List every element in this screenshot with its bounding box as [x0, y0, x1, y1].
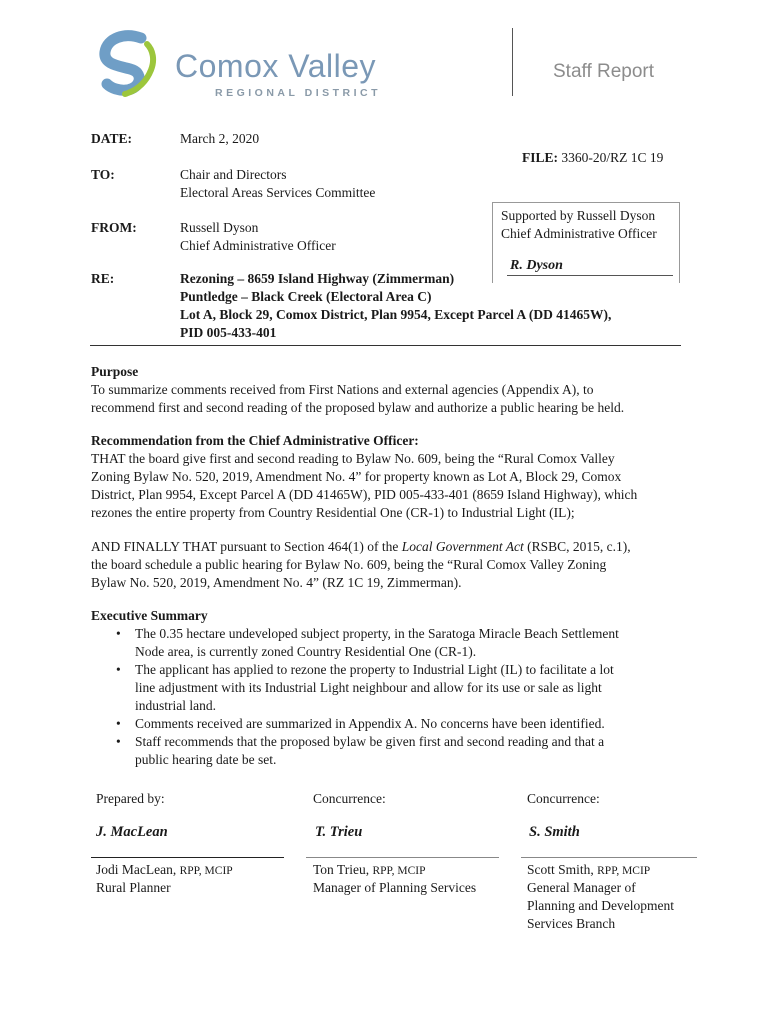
support-signature: R. Dyson: [510, 258, 563, 273]
recommendation-p1-line-3: District, Plan 9954, Except Parcel A (DD 41465W), PID 005-433-401 (8659 Island Highway), which: [91, 487, 638, 502]
sig-name-text: Scott Smith,: [527, 862, 598, 877]
to-label: TO:: [91, 167, 115, 182]
sig-name: [96, 861, 233, 880]
file-value: 3360-20/RZ 1C 19: [561, 150, 664, 165]
sig-title-1: Rural Planner: [96, 880, 171, 895]
sig-title-1: Manager of Planning Services: [313, 880, 477, 895]
sig-credentials: RPP, MCIP: [597, 865, 651, 877]
sig-credentials: RPP, MCIP: [372, 865, 426, 877]
summary-list: [91, 625, 691, 769]
purpose-section: [91, 363, 691, 417]
recommendation-p1-line-1: THAT the board give first and second reading to Bylaw No. 609, being the “Rural Comox Valley: [91, 451, 615, 466]
support-signature-line: [507, 275, 673, 276]
sig-label: Prepared by:: [96, 791, 165, 806]
recommendation-section: [91, 432, 691, 522]
re-line-2: Puntledge – Black Creek (Electoral Area C): [180, 289, 432, 304]
file-ref: [522, 150, 663, 166]
date-label: DATE:: [91, 131, 133, 146]
summary-section: [91, 607, 691, 769]
header-divider: [512, 28, 513, 96]
sig-title-3: Services Branch: [527, 916, 616, 931]
from-line-2: Chief Administrative Officer: [180, 238, 336, 253]
from-label: FROM:: [91, 220, 137, 235]
sig-signature: J. MacLean: [96, 824, 168, 840]
date-value: March 2, 2020: [180, 131, 260, 146]
bullet-icon: •: [116, 626, 121, 641]
recommendation-p1-line-2: Zoning Bylaw No. 520, 2019, Amendment No. 4” for property known as Lot A, Block 29, Comox: [91, 469, 622, 484]
list-item: [91, 625, 691, 661]
purpose-line-2: recommend first and second reading of the proposed bylaw and authorize a public hearing be held.: [91, 400, 625, 415]
support-box: [492, 202, 680, 283]
bullet-2-line-1: The applicant has applied to rezone the property to Industrial Light (IL) to facilitate a lot: [135, 662, 614, 677]
sig-title-1: General Manager of: [527, 880, 636, 895]
sig-signature: S. Smith: [529, 824, 580, 840]
list-item: [91, 715, 691, 733]
bullet-4-line-2: public hearing date be set.: [135, 752, 277, 767]
sig-name-text: Ton Trieu,: [313, 862, 373, 877]
sig-label: Concurrence:: [313, 791, 386, 806]
bullet-icon: •: [116, 662, 121, 677]
recommendation-p2-line-1: [91, 538, 691, 556]
summary-heading: Executive Summary: [91, 608, 208, 623]
bullet-2-line-2: line adjustment with its Industrial Light neighbour and allow for its use or sale as light: [135, 680, 602, 695]
sig-label: Concurrence:: [527, 791, 600, 806]
bullet-1-line-1: The 0.35 hectare undeveloped subject property, in the Saratoga Miracle Beach Settlement: [135, 626, 619, 641]
re-line-1: Rezoning – 8659 Island Highway (Zimmerman): [180, 271, 455, 286]
sig-signature: T. Trieu: [315, 824, 363, 840]
support-line-2: Chief Administrative Officer: [501, 226, 657, 241]
recommendation-p1-line-4: rezones the entire property from Country Residential One (CR-1) to Industrial Light (IL);: [91, 505, 575, 520]
bullet-icon: •: [116, 716, 121, 731]
report-title: Staff Report: [553, 61, 655, 82]
logo: [95, 30, 395, 102]
file-label: FILE:: [522, 150, 559, 165]
to-line-1: Chair and Directors: [180, 167, 287, 182]
re-line-3: Lot A, Block 29, Comox District, Plan 9954, Except Parcel A (DD 41465W),: [180, 307, 612, 322]
sig-name-text: Jodi MacLean,: [96, 862, 180, 877]
act-name: Local Government Act: [401, 539, 524, 554]
sig-line: [306, 857, 499, 858]
list-item: [91, 733, 691, 769]
bullet-icon: •: [116, 734, 121, 749]
list-item: [91, 661, 691, 715]
bullet-4-line-1: Staff recommends that the proposed bylaw be given first and second reading and that a: [135, 734, 605, 749]
from-line-1: Russell Dyson: [180, 220, 259, 235]
sig-title-2: Planning and Development: [527, 898, 674, 913]
sig-line: [91, 857, 284, 858]
bullet-3-line-1: Comments received are summarized in Appendix A. No concerns have been identified.: [135, 716, 605, 731]
recommendation-heading: Recommendation from the Chief Administrative Officer:: [91, 433, 419, 448]
sig-line: [521, 857, 697, 858]
p2-post: (RSBC, 2015, c.1),: [523, 539, 631, 554]
recommendation-p2-line-2: the board schedule a public hearing for Bylaw No. 609, being the “Rural Comox Valley Zoning: [91, 557, 607, 572]
bullet-2-line-3: industrial land.: [135, 698, 216, 713]
bullet-1-line-2: Node area, is currently zoned Country Residential One (CR-1).: [135, 644, 477, 659]
header-rule: [90, 345, 681, 346]
recommendation-p2: [91, 538, 691, 592]
logo-subtitle: REGIONAL DISTRICT: [215, 87, 382, 99]
sig-name: [313, 861, 426, 880]
sig-name: [527, 861, 650, 880]
purpose-heading: Purpose: [91, 364, 139, 379]
re-line-4: PID 005-433-401: [180, 325, 277, 340]
cvrd-logo-icon: [95, 30, 167, 100]
p2-pre: AND FINALLY THAT pursuant to Section 464(1) of the: [91, 539, 402, 554]
purpose-line-1: To summarize comments received from First Nations and external agencies (Appendix A), to: [91, 382, 594, 397]
re-label: RE:: [91, 271, 115, 286]
to-line-2: Electoral Areas Services Committee: [180, 185, 376, 200]
sig-credentials: RPP, MCIP: [179, 865, 233, 877]
recommendation-p2-line-3: Bylaw No. 520, 2019, Amendment No. 4” (RZ 1C 19, Zimmerman).: [91, 575, 462, 590]
logo-name: Comox Valley: [175, 48, 377, 84]
support-line-1: Supported by Russell Dyson: [501, 208, 656, 223]
